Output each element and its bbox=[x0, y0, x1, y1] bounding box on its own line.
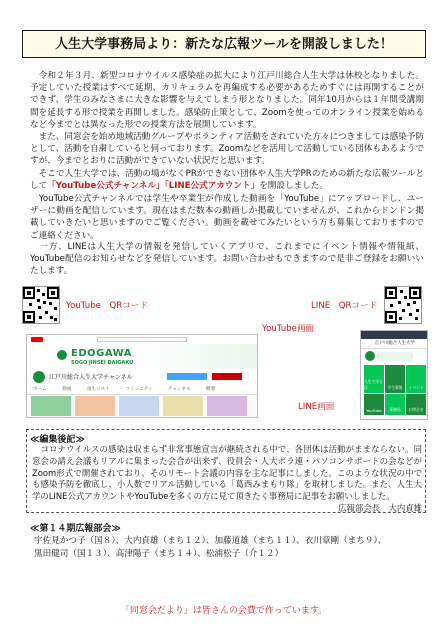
youtube-logo-icon bbox=[31, 337, 43, 342]
youtube-qr-label: YouTube QRコード bbox=[66, 301, 149, 311]
youtube-tab: ホーム bbox=[33, 387, 47, 392]
members-line-1: 宇佐見かつ子（国８）、大内貞雄（まち１２）、加藤道雄（まち１１）、衣川章剛（まち９）、 bbox=[34, 536, 387, 546]
line-header: 江戸川総合人生大学 bbox=[361, 339, 428, 349]
line-account-screenshot bbox=[360, 330, 428, 420]
rich-menu-tile: 事務局 bbox=[385, 394, 405, 416]
subscribe-button bbox=[212, 373, 242, 380]
paragraph-3-highlight: 「YouTube公式チャンネル」「LINE公式アカウント」 bbox=[47, 181, 260, 192]
rich-menu-tile: YouTube bbox=[364, 394, 384, 416]
members-line-2: 黒田健司（国１３）、高津陽子（まち１４）、松浦松子（介１２） bbox=[34, 549, 284, 559]
channel-avatar bbox=[33, 371, 45, 383]
youtube-tab: 動画 bbox=[62, 387, 72, 392]
youtube-channel-screenshot bbox=[26, 334, 258, 418]
rich-menu-tile: 人生大学とは bbox=[364, 365, 384, 393]
youtube-tab: 再生リスト bbox=[86, 387, 110, 392]
line-status-bar bbox=[361, 331, 428, 339]
channel-name: 江戸川総合人生大学チャンネル bbox=[49, 374, 133, 381]
rich-menu-tile: 学生募集 bbox=[385, 365, 405, 393]
video-thumbnail bbox=[75, 396, 115, 416]
paragraph-4: YouTube公式チャンネルでは学生や卒業生が作成した動画を「YouTube」にアップロードし、ユーザーに動画を配信しています。現在はまだ数本の動画しか掲載していませんが、これからドンドン掲載していきたいと思いますのでご覧ください。動画を載せてみたいという方も募集しておりますのでご連絡ください。 bbox=[30, 194, 424, 241]
members-heading: ≪第１４期広報部会≫ bbox=[30, 524, 121, 534]
rich-menu-tile: お問合せ bbox=[406, 394, 426, 416]
youtube-tab: コミュニティ bbox=[125, 387, 153, 392]
video-thumbnail bbox=[119, 396, 159, 416]
youtube-banner-brand-sub: SOGO JINSEI DAIGAKU bbox=[71, 360, 134, 366]
line-qr-code bbox=[384, 286, 422, 324]
editors-note-body: コロナウイルスの感染は収まらず非常事態宣言が継続される中で、各団体は活動がままならない。同窓会の請え会議もリアルに集まった会合が出来ず、役員会・人大ポラ連・パソコンサポートの会などがZoom形式で開催されており、そのリモート会議の内容を主な記事にしました。このような状況の中でも感染予防を徹底し、小人数でリアル活動している「葛西みまもり隊」を取材しました。また、人生大学のLINE公式アカウントやYouTubeを多くの方に見て頂きたく事務局に記事をお願いしました。 bbox=[32, 444, 422, 502]
youtube-tabs bbox=[27, 386, 258, 395]
paragraph-1: 令和２年３月、新型コロナウイルス感染症の拡大により江戸川総合人生大学は休校となりました。予定していた授業はすべて延期、カリキュラムを再編成する必要があるためすぐには再開することができず、学生のみなさまに大きな影響を与えてしまう形となりました。同年10月からは１年間受講期間を延長する形で授業を再開しました。感染防止策として、Zoomを使ってのオンライン授業を始めるなど今までとは異なった形での授業方法を展開しています。 bbox=[30, 71, 424, 130]
youtube-channel-header bbox=[27, 368, 258, 386]
line-avatar bbox=[365, 351, 375, 361]
youtube-tab: チャンネル bbox=[167, 387, 191, 392]
youtube-qr-code bbox=[22, 286, 60, 324]
editors-note-heading: ≪編集後記≫ bbox=[30, 435, 85, 445]
youtube-banner bbox=[27, 344, 258, 368]
paragraph-3-after: を開設しました。 bbox=[259, 181, 328, 192]
paragraph-3-before: そこで人生大学では、活動の場がなくPRができない団体や人生大学PRのための新たな広報ツールとして bbox=[30, 169, 424, 192]
youtube-tab: 概要 bbox=[206, 387, 216, 392]
editors-note-text bbox=[32, 444, 422, 515]
channel-button bbox=[167, 373, 207, 380]
editors-note-signature: 広報部会長 大内貞雄 bbox=[338, 502, 422, 513]
video-thumbnail bbox=[31, 396, 71, 416]
line-qr-label: LINE QRコード bbox=[311, 301, 378, 311]
footer-note: 「同窓会だより」は皆さんの会費で作っています。 bbox=[120, 606, 328, 616]
paragraph-5: 一方、LINEは人生大学の情報を発信していくアプリで、これまでにイベント情報や情報紙、YouTube配信のお知らせなどを発信しています。お問い合わせもできますので是非ご登録をお願いいたします。 bbox=[30, 242, 424, 277]
paragraph-2: また、同窓会を始め地域活動グループやボランティア活動をされていた方々につきましては感染予防として、活動を自粛していると伺っております。Zoomなどを活用して活動している団体もあるようですが、今までとおりに活動ができていない状況だと思います。 bbox=[30, 132, 424, 167]
video-thumbnail bbox=[163, 396, 203, 416]
line-rich-menu bbox=[364, 365, 426, 415]
rich-menu-tile: イベント bbox=[406, 365, 426, 393]
line-screen-label: LINE画面 bbox=[298, 402, 335, 412]
video-thumbnail bbox=[207, 396, 247, 416]
page-title: 人生大学事務局より：新たな広報ツールを開設しました！ bbox=[22, 30, 426, 58]
paragraph-3 bbox=[30, 168, 424, 192]
edogawa-logo-icon bbox=[57, 350, 67, 360]
line-message-bubble bbox=[377, 352, 413, 361]
youtube-screen-label: YouTube画面 bbox=[262, 324, 315, 334]
youtube-banner-brand: EDOGAWA bbox=[71, 348, 132, 359]
youtube-search-bar bbox=[97, 337, 187, 342]
